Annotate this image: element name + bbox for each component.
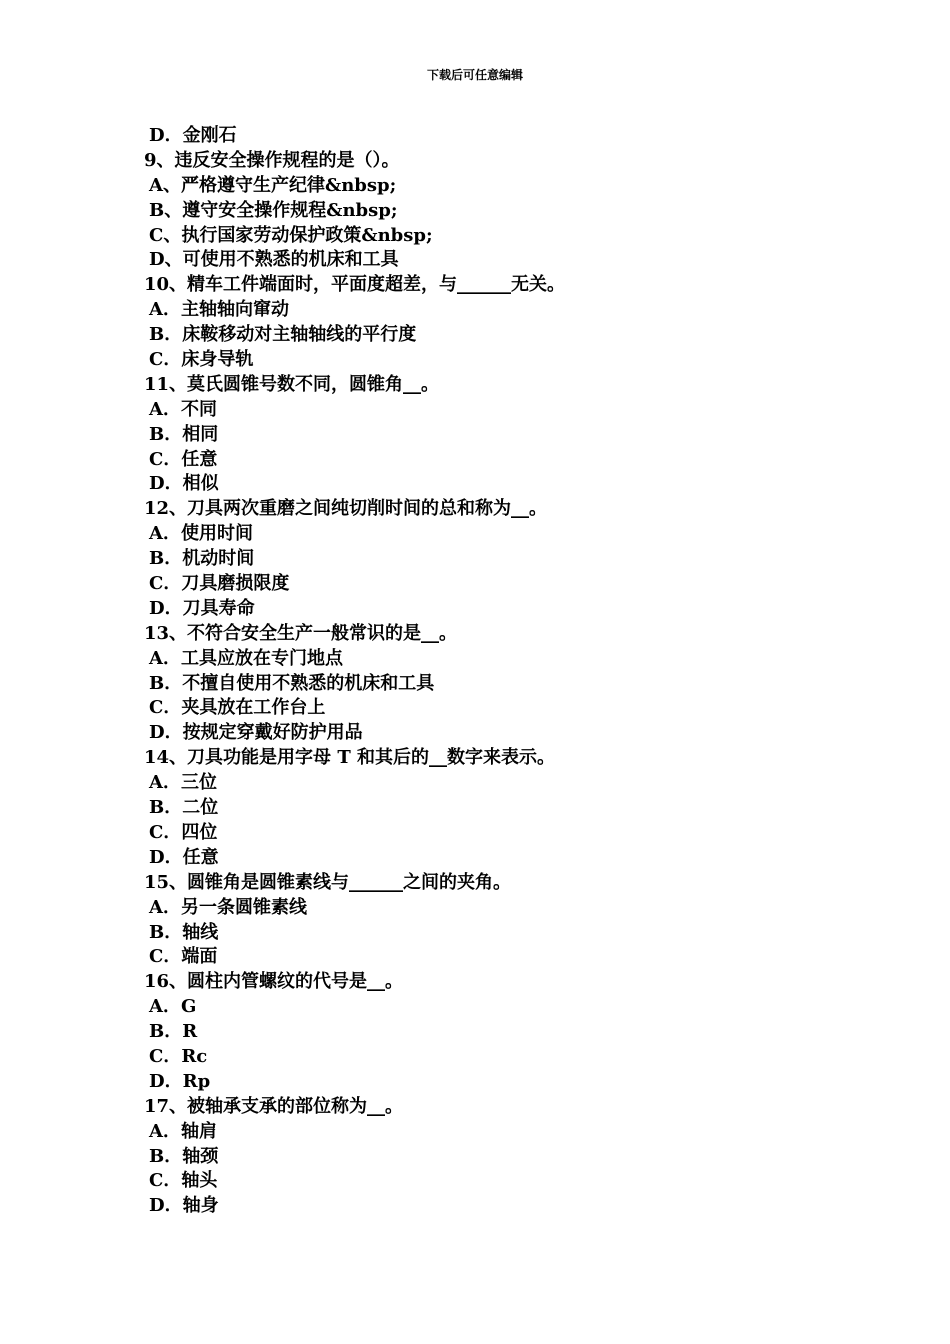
page-header: 下载后可任意编辑	[426, 68, 523, 82]
option-line: C．夹具放在工作台上	[149, 697, 326, 719]
option-line: D．刀具寿命	[149, 597, 255, 619]
option-line: C、执行国家劳动保护政策&nbsp;	[149, 224, 433, 246]
option-line: B．轴颈	[149, 1145, 219, 1167]
option-line: C．轴头	[149, 1170, 218, 1192]
question-line: 15、圆锥角是圆锥素线与______之间的夹角。	[144, 871, 512, 893]
option-line: A．使用时间	[149, 523, 253, 545]
option-line: B．床鞍移动对主轴轴线的平行度	[149, 324, 417, 346]
option-line: C．任意	[149, 448, 218, 470]
option-line: D．相似	[149, 473, 219, 495]
question-line: 14、刀具功能是用字母 T 和其后的__数字来表示。	[144, 747, 555, 769]
question-line: 11、莫氏圆锥号数不同，圆锥角__。	[144, 373, 440, 395]
option-line: B．相同	[149, 423, 219, 445]
option-line: B．二位	[149, 797, 219, 819]
question-list	[144, 124, 844, 1219]
option-line: A．三位	[149, 772, 217, 794]
option-line: B、遵守安全操作规程&nbsp;	[149, 199, 398, 221]
option-line: A．不同	[149, 398, 217, 420]
option-line: D．按规定穿戴好防护用品	[149, 722, 363, 744]
option-line: A．轴肩	[149, 1120, 217, 1142]
question-line: 10、精车工件端面时，平面度超差，与______无关。	[144, 274, 566, 296]
option-line: C．刀具磨损限度	[149, 573, 290, 595]
question-line: 13、不符合安全生产一般常识的是__。	[144, 622, 458, 644]
option-line: B．机动时间	[149, 548, 255, 570]
question-line: 17、被轴承支承的部位称为__。	[144, 1095, 404, 1117]
question-line: 9、违反安全操作规程的是（）。	[144, 149, 400, 171]
option-line: A．另一条圆锥素线	[149, 896, 307, 918]
option-line: C．四位	[149, 821, 218, 843]
option-line: B．轴线	[149, 921, 219, 943]
option-line: D．金刚石	[149, 125, 237, 146]
option-line: A．工具应放在专门地点	[149, 647, 343, 669]
option-line: A、严格遵守生产纪律&nbsp;	[149, 174, 397, 196]
option-line: B．R	[149, 1021, 198, 1043]
question-line: 12、刀具两次重磨之间纯切削时间的总和称为__。	[144, 498, 548, 520]
question-line: 16、圆柱内管螺纹的代号是__。	[144, 971, 404, 993]
option-line: C．端面	[149, 946, 218, 968]
option-line: D．轴身	[149, 1195, 219, 1217]
option-line: A．G	[149, 996, 197, 1018]
option-line: D．Rp	[149, 1070, 211, 1092]
option-line: A．主轴轴向窜动	[149, 299, 289, 321]
option-line: D．任意	[149, 846, 219, 868]
option-line: C．Rc	[149, 1045, 208, 1067]
option-line: B．不擅自使用不熟悉的机床和工具	[149, 672, 435, 694]
option-line: D、可使用不熟悉的机床和工具	[149, 249, 399, 271]
option-line: C．床身导轨	[149, 349, 254, 371]
